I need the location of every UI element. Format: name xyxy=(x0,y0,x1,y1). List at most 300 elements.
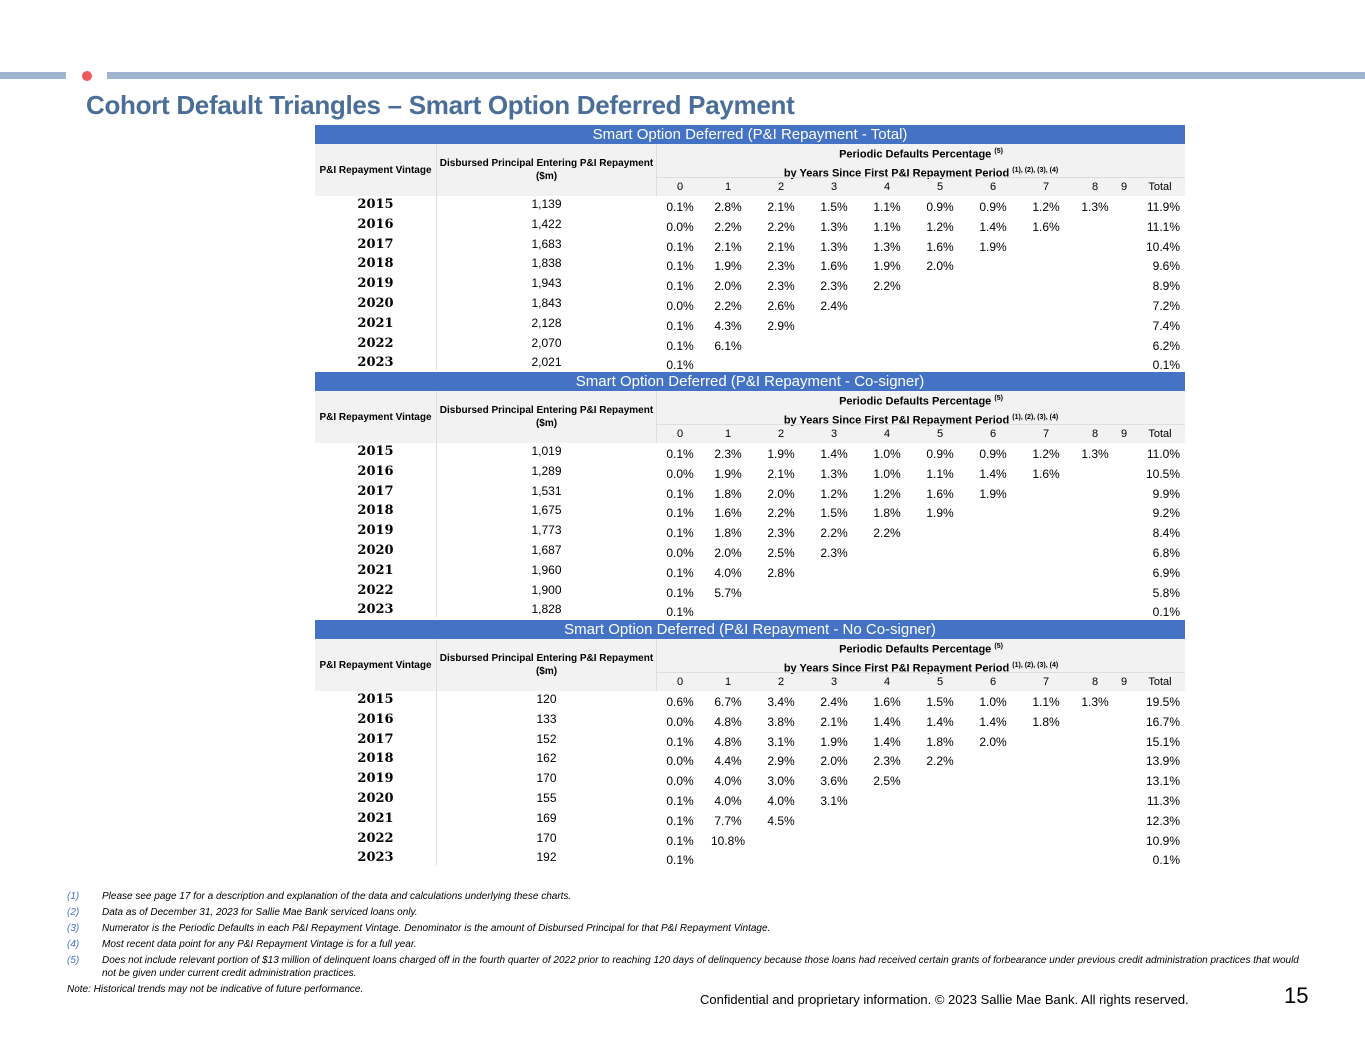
default-pct-cell: 1.6% xyxy=(1032,219,1060,234)
default-pct-cell: 1.9% xyxy=(820,734,848,749)
default-pct-cell: 2.0% xyxy=(714,545,742,560)
total-cell: 9.6% xyxy=(1152,259,1180,274)
default-pct-cell: 2.3% xyxy=(767,526,795,541)
default-pct-cell: 1.6% xyxy=(926,486,954,501)
disbursed-cell: 1,838 xyxy=(531,256,562,271)
default-pct-cell: 1.5% xyxy=(926,695,954,709)
default-pct-cell: 3.4% xyxy=(767,695,795,709)
year-column-label: Total xyxy=(1148,428,1172,440)
year-column-label: 1 xyxy=(724,428,732,440)
vintage-cell: 2022 xyxy=(315,335,437,355)
default-pct-cell: 2.2% xyxy=(926,754,954,769)
vintage-cell: 2022 xyxy=(315,830,437,850)
default-pct-cell: 1.2% xyxy=(1032,200,1060,214)
year-column-label: 0 xyxy=(676,428,684,440)
default-pct-cell: 2.2% xyxy=(767,506,795,521)
default-pct-cell: 0.9% xyxy=(979,200,1007,214)
default-pct-cell: 1.9% xyxy=(926,506,954,521)
default-pct-cell: 3.1% xyxy=(820,793,848,808)
year-column-label: 4 xyxy=(883,428,891,440)
default-pct-cell: 0.1% xyxy=(666,585,694,600)
table-row xyxy=(315,542,1185,562)
default-pct-cell: 1.6% xyxy=(714,506,742,521)
total-cell: 6.9% xyxy=(1152,565,1180,580)
table-row xyxy=(315,562,1185,582)
default-pct-cell: 2.1% xyxy=(767,466,795,481)
default-pct-cell: 4.4% xyxy=(714,754,742,769)
total-cell: 5.8% xyxy=(1152,585,1180,600)
default-pct-cell: 1.4% xyxy=(979,466,1007,481)
default-pct-cell: 1.4% xyxy=(873,734,901,749)
disbursed-cell: 1,289 xyxy=(531,463,562,478)
periodic-defaults-header xyxy=(657,639,1185,675)
default-pct-cell: 1.8% xyxy=(714,526,742,541)
total-cell: 0.1% xyxy=(1152,358,1180,373)
total-cell: 10.4% xyxy=(1145,239,1180,254)
table-row xyxy=(315,502,1185,522)
vintage-cell: 2023 xyxy=(315,354,437,370)
default-pct-cell: 0.1% xyxy=(666,279,694,294)
footnote-note: Note: Historical trends may not be indicative of future performance. xyxy=(67,984,364,995)
vintage-cell: 2020 xyxy=(315,790,437,810)
total-cell: 9.2% xyxy=(1152,506,1180,521)
year-column-label: 1 xyxy=(724,676,732,688)
vintage-cell: 2022 xyxy=(315,582,437,602)
disbursed-cell: 1,843 xyxy=(531,295,562,310)
default-pct-cell: 0.1% xyxy=(666,833,694,848)
vintage-cell: 2017 xyxy=(315,731,437,751)
year-column-label: 1 xyxy=(724,181,732,193)
default-pct-cell: 1.4% xyxy=(820,447,848,461)
year-column-label: 7 xyxy=(1042,181,1050,193)
default-pct-cell: 2.5% xyxy=(767,545,795,560)
total-cell: 6.2% xyxy=(1152,338,1180,353)
total-cell: 13.1% xyxy=(1145,774,1180,789)
disbursed-cell: 170 xyxy=(536,771,557,786)
disbursed-cell: 1,675 xyxy=(531,503,562,518)
table-row xyxy=(315,295,1185,315)
periodic-header-sup1: (5) xyxy=(994,395,1003,402)
total-cell: 15.1% xyxy=(1145,734,1180,749)
vintage-cell: 2016 xyxy=(315,711,437,731)
periodic-header-line2: by Years Since First P&I Repayment Period xyxy=(783,167,1010,180)
default-pct-cell: 1.3% xyxy=(820,239,848,254)
year-column-label: 6 xyxy=(989,181,997,193)
default-pct-cell: 0.1% xyxy=(666,318,694,333)
disbursed-cell: 152 xyxy=(536,731,557,746)
default-pct-cell: 0.0% xyxy=(666,219,694,234)
table-row xyxy=(315,711,1185,731)
default-pct-cell: 3.6% xyxy=(820,774,848,789)
year-columns-header xyxy=(657,672,1185,692)
default-pct-cell: 2.3% xyxy=(714,447,742,461)
vintage-cell: 2019 xyxy=(315,522,437,542)
default-pct-cell: 3.0% xyxy=(767,774,795,789)
periodic-header-sup1: (5) xyxy=(994,643,1003,650)
header-accent-dot xyxy=(82,71,92,81)
year-column-label: 3 xyxy=(830,181,838,193)
default-pct-cell: 1.6% xyxy=(873,695,901,709)
default-pct-cell: 1.3% xyxy=(1081,200,1109,214)
total-cell: 11.0% xyxy=(1146,447,1180,461)
default-pct-cell: 2.3% xyxy=(820,545,848,560)
disbursed-cell: 1,960 xyxy=(531,562,562,577)
table-row xyxy=(315,483,1185,503)
disbursed-cell: 1,019 xyxy=(531,444,562,458)
table-row xyxy=(315,315,1185,335)
table-row xyxy=(315,354,1185,373)
header-rule-left xyxy=(0,72,66,79)
default-pct-cell: 2.2% xyxy=(714,298,742,313)
table-title: Smart Option Deferred (P&I Repayment - Co-signer) xyxy=(315,372,1185,391)
table-row xyxy=(315,691,1185,711)
table-row xyxy=(315,790,1185,810)
total-cell: 9.9% xyxy=(1152,486,1180,501)
periodic-header-sup1: (5) xyxy=(994,148,1003,155)
year-column-label: 4 xyxy=(883,181,891,193)
default-pct-cell: 0.1% xyxy=(666,506,694,521)
default-pct-cell: 4.5% xyxy=(767,813,795,828)
table-header xyxy=(315,639,1185,691)
default-pct-cell: 1.8% xyxy=(873,506,901,521)
footnote-text: Data as of December 31, 2023 for Sallie Mae Bank serviced loans only. xyxy=(102,907,418,918)
disbursed-cell: 1,531 xyxy=(531,483,562,498)
year-column-label: 3 xyxy=(830,676,838,688)
default-pct-cell: 0.1% xyxy=(666,565,694,580)
default-pct-cell: 0.9% xyxy=(926,200,954,214)
default-pct-cell: 1.1% xyxy=(1032,695,1060,709)
disbursed-cell: 2,128 xyxy=(531,315,562,330)
total-cell: 19.5% xyxy=(1145,695,1180,709)
year-column-label: 2 xyxy=(777,428,785,440)
default-pct-cell: 0.1% xyxy=(666,259,694,274)
default-pct-cell: 4.0% xyxy=(714,793,742,808)
footnote-text: Most recent data point for any P&I Repayment Vintage is for a full year. xyxy=(102,939,417,950)
default-pct-cell: 1.8% xyxy=(1032,714,1060,729)
default-pct-cell: 0.0% xyxy=(666,466,694,481)
vintage-cell: 2015 xyxy=(315,196,437,216)
periodic-header-line1: Periodic Defaults Percentage xyxy=(839,148,992,161)
default-pct-cell: 1.3% xyxy=(873,239,901,254)
disbursed-cell: 2,021 xyxy=(531,355,562,370)
table-row xyxy=(315,810,1185,830)
year-column-label: 9 xyxy=(1120,428,1128,440)
default-pct-cell: 3.8% xyxy=(767,714,795,729)
table-title: Smart Option Deferred (P&I Repayment - No Co-signer) xyxy=(315,620,1185,639)
default-pct-cell: 1.9% xyxy=(767,447,795,461)
default-pct-cell: 1.1% xyxy=(873,219,901,234)
periodic-header-sup2: (1), (2), (3), (4) xyxy=(1012,661,1059,669)
default-pct-cell: 1.5% xyxy=(820,200,848,214)
vintage-cell: 2021 xyxy=(315,562,437,582)
year-column-label: 2 xyxy=(777,181,785,193)
vintage-cell: 2015 xyxy=(315,443,437,463)
vintage-cell: 2017 xyxy=(315,483,437,503)
default-pct-cell: 4.0% xyxy=(714,565,742,580)
footnote-number: (1) xyxy=(67,891,80,902)
default-pct-cell: 1.9% xyxy=(714,466,742,481)
default-pct-cell: 0.9% xyxy=(979,447,1007,461)
total-cell: 11.1% xyxy=(1146,219,1180,234)
table-row xyxy=(315,216,1185,236)
default-pct-cell: 2.4% xyxy=(820,298,848,313)
default-pct-cell: 1.6% xyxy=(1032,466,1060,481)
default-pct-cell: 0.0% xyxy=(666,754,694,769)
footnote xyxy=(67,890,1307,903)
footnote-number: (2) xyxy=(67,907,80,918)
vintage-cell: 2023 xyxy=(315,849,437,865)
default-pct-cell: 1.3% xyxy=(820,466,848,481)
vintage-cell: 2019 xyxy=(315,770,437,790)
disbursed-cell: 1,422 xyxy=(531,216,562,231)
disbursed-cell: 1,683 xyxy=(531,236,562,251)
default-pct-cell: 1.3% xyxy=(1081,695,1109,709)
default-pct-cell: 0.1% xyxy=(666,853,694,868)
default-pct-cell: 1.1% xyxy=(926,466,954,481)
year-column-label: 8 xyxy=(1091,181,1099,193)
default-pct-cell: 2.0% xyxy=(926,259,954,274)
default-pct-cell: 0.1% xyxy=(666,239,694,254)
default-pct-cell: 0.0% xyxy=(666,774,694,789)
default-pct-cell: 4.0% xyxy=(714,774,742,789)
table-row xyxy=(315,582,1185,602)
year-column-label: 5 xyxy=(936,676,944,688)
total-cell: 7.2% xyxy=(1152,298,1180,313)
year-column-label: 7 xyxy=(1042,428,1050,440)
default-pct-cell: 2.1% xyxy=(767,200,795,214)
vintage-cell: 2021 xyxy=(315,315,437,335)
table-row xyxy=(315,750,1185,770)
default-pct-cell: 4.0% xyxy=(767,793,795,808)
disbursed-cell: 1,900 xyxy=(531,582,562,597)
default-pct-cell: 1.9% xyxy=(714,259,742,274)
default-pct-cell: 1.0% xyxy=(979,695,1007,709)
vintage-cell: 2016 xyxy=(315,216,437,236)
default-pct-cell: 0.0% xyxy=(666,545,694,560)
default-pct-cell: 0.1% xyxy=(666,200,694,214)
default-pct-cell: 1.8% xyxy=(714,486,742,501)
year-column-label: Total xyxy=(1148,181,1172,193)
vintage-cell: 2021 xyxy=(315,810,437,830)
default-pct-cell: 1.2% xyxy=(820,486,848,501)
year-column-label: Total xyxy=(1148,676,1172,688)
default-pct-cell: 1.0% xyxy=(873,447,901,461)
disbursed-cell: 1,687 xyxy=(531,542,562,557)
default-pct-cell: 2.1% xyxy=(714,239,742,254)
year-column-label: 8 xyxy=(1091,428,1099,440)
table-row xyxy=(315,335,1185,355)
disbursed-cell: 1,943 xyxy=(531,276,562,291)
periodic-header-line2: by Years Since First P&I Repayment Period xyxy=(783,414,1010,427)
disbursed-header: Disbursed Principal Entering P&I Repayment ($m) xyxy=(437,639,657,691)
default-pct-cell: 2.3% xyxy=(820,279,848,294)
year-columns-header xyxy=(657,177,1185,197)
footnote xyxy=(67,938,1307,951)
total-cell: 13.9% xyxy=(1145,754,1180,769)
vintage-cell: 2018 xyxy=(315,502,437,522)
default-pct-cell: 1.5% xyxy=(820,506,848,521)
footnote xyxy=(67,954,1307,980)
default-pct-cell: 0.0% xyxy=(666,298,694,313)
table-header xyxy=(315,144,1185,196)
total-cell: 10.5% xyxy=(1145,466,1180,481)
footnote-number: (4) xyxy=(67,939,80,950)
table-row xyxy=(315,463,1185,483)
page-title: Cohort Default Triangles – Smart Option Deferred Payment xyxy=(86,90,795,120)
default-pct-cell: 2.1% xyxy=(767,239,795,254)
default-pct-cell: 0.9% xyxy=(926,447,954,461)
vintage-cell: 2017 xyxy=(315,236,437,256)
table-title: Smart Option Deferred (P&I Repayment - Total) xyxy=(315,125,1185,144)
default-pct-cell: 2.3% xyxy=(767,259,795,274)
periodic-defaults-header xyxy=(657,144,1185,180)
default-pct-cell: 2.2% xyxy=(873,279,901,294)
disbursed-cell: 1,773 xyxy=(531,523,562,538)
default-pct-cell: 0.1% xyxy=(666,358,694,373)
default-triangle-table xyxy=(315,125,1185,373)
default-pct-cell: 1.9% xyxy=(873,259,901,274)
disbursed-cell: 192 xyxy=(536,850,557,865)
table-row xyxy=(315,849,1185,868)
footnotes xyxy=(67,890,1307,996)
table-row xyxy=(315,196,1185,216)
year-column-label: 9 xyxy=(1120,181,1128,193)
default-pct-cell: 1.3% xyxy=(1081,447,1109,461)
header-rule-right xyxy=(107,72,1365,79)
default-pct-cell: 2.2% xyxy=(767,219,795,234)
default-pct-cell: 0.6% xyxy=(666,695,694,709)
vintage-cell: 2018 xyxy=(315,750,437,770)
table-row xyxy=(315,443,1185,463)
vintage-header: P&I Repayment Vintage xyxy=(315,639,437,691)
default-pct-cell: 0.1% xyxy=(666,793,694,808)
vintage-cell: 2020 xyxy=(315,295,437,315)
default-pct-cell: 0.1% xyxy=(666,447,694,461)
periodic-header-line1: Periodic Defaults Percentage xyxy=(839,643,992,656)
default-pct-cell: 1.4% xyxy=(926,714,954,729)
vintage-header: P&I Repayment Vintage xyxy=(315,144,437,196)
disbursed-cell: 1,139 xyxy=(531,197,562,211)
table-header xyxy=(315,391,1185,443)
default-pct-cell: 2.3% xyxy=(873,754,901,769)
disbursed-cell: 2,070 xyxy=(531,335,562,350)
year-column-label: 4 xyxy=(883,676,891,688)
default-pct-cell: 7.7% xyxy=(714,813,742,828)
vintage-cell: 2016 xyxy=(315,463,437,483)
table-row xyxy=(315,830,1185,850)
periodic-header-line1: Periodic Defaults Percentage xyxy=(839,395,992,408)
year-column-label: 9 xyxy=(1120,676,1128,688)
confidentiality-notice: Confidential and proprietary information. © 2023 Sallie Mae Bank. All rights reserved. xyxy=(700,992,1189,1007)
footnote-text: Does not include relevant portion of $13 million of delinquent loans charged off in the fourth quarter of 2022 prior to reaching 120 days of delinquency because those loans had received certain grants of forbearance under previous credit administration practices that would not be given under current credit administration practices. xyxy=(102,955,1299,979)
default-pct-cell: 1.2% xyxy=(1032,447,1060,461)
default-pct-cell: 6.1% xyxy=(714,338,742,353)
default-pct-cell: 0.1% xyxy=(666,813,694,828)
vintage-header: P&I Repayment Vintage xyxy=(315,391,437,443)
disbursed-cell: 155 xyxy=(536,790,557,805)
default-pct-cell: 0.1% xyxy=(666,526,694,541)
footnote xyxy=(67,906,1307,919)
total-cell: 7.4% xyxy=(1152,318,1180,333)
year-column-label: 6 xyxy=(989,676,997,688)
default-pct-cell: 2.0% xyxy=(820,754,848,769)
year-column-label: 0 xyxy=(676,181,684,193)
default-pct-cell: 2.8% xyxy=(714,200,742,214)
total-cell: 8.9% xyxy=(1152,279,1180,294)
total-cell: 0.1% xyxy=(1152,605,1180,620)
default-pct-cell: 3.1% xyxy=(767,734,795,749)
default-pct-cell: 2.0% xyxy=(767,486,795,501)
year-column-label: 8 xyxy=(1091,676,1099,688)
vintage-cell: 2023 xyxy=(315,601,437,617)
default-pct-cell: 1.9% xyxy=(979,486,1007,501)
default-pct-cell: 1.3% xyxy=(820,219,848,234)
disbursed-cell: 170 xyxy=(536,830,557,845)
default-pct-cell: 0.1% xyxy=(666,486,694,501)
default-pct-cell: 1.4% xyxy=(979,714,1007,729)
default-pct-cell: 1.2% xyxy=(873,486,901,501)
year-column-label: 5 xyxy=(936,428,944,440)
vintage-cell: 2020 xyxy=(315,542,437,562)
default-pct-cell: 0.1% xyxy=(666,605,694,620)
default-pct-cell: 10.8% xyxy=(710,833,746,848)
default-pct-cell: 0.1% xyxy=(666,734,694,749)
table-row xyxy=(315,275,1185,295)
vintage-cell: 2015 xyxy=(315,691,437,711)
default-pct-cell: 4.8% xyxy=(714,714,742,729)
default-pct-cell: 2.6% xyxy=(767,298,795,313)
default-pct-cell: 2.0% xyxy=(979,734,1007,749)
disbursed-header: Disbursed Principal Entering P&I Repayment ($m) xyxy=(437,144,657,196)
default-pct-cell: 2.9% xyxy=(767,754,795,769)
disbursed-cell: 120 xyxy=(536,692,557,706)
default-pct-cell: 2.3% xyxy=(767,279,795,294)
year-column-label: 0 xyxy=(676,676,684,688)
default-pct-cell: 4.3% xyxy=(714,318,742,333)
total-cell: 8.4% xyxy=(1152,526,1180,541)
default-pct-cell: 1.2% xyxy=(926,219,954,234)
periodic-defaults-header xyxy=(657,391,1185,427)
default-pct-cell: 1.4% xyxy=(979,219,1007,234)
default-pct-cell: 6.7% xyxy=(714,695,742,709)
default-pct-cell: 0.1% xyxy=(666,338,694,353)
footnote-number: (5) xyxy=(67,955,80,966)
total-cell: 10.9% xyxy=(1145,833,1180,848)
default-pct-cell: 2.4% xyxy=(820,695,848,709)
page-number: 15 xyxy=(1284,983,1309,1008)
default-pct-cell: 2.2% xyxy=(873,526,901,541)
default-pct-cell: 2.2% xyxy=(714,219,742,234)
total-cell: 16.7% xyxy=(1145,714,1180,729)
default-pct-cell: 2.5% xyxy=(873,774,901,789)
default-pct-cell: 2.1% xyxy=(820,714,848,729)
disbursed-cell: 162 xyxy=(536,751,557,766)
periodic-header-line2: by Years Since First P&I Repayment Period xyxy=(783,662,1010,675)
default-pct-cell: 1.9% xyxy=(979,239,1007,254)
default-pct-cell: 1.6% xyxy=(820,259,848,274)
year-column-label: 6 xyxy=(989,428,997,440)
default-pct-cell: 2.0% xyxy=(714,279,742,294)
total-cell: 12.3% xyxy=(1145,813,1180,828)
table-row xyxy=(315,236,1185,256)
default-pct-cell: 5.7% xyxy=(714,585,742,600)
table-row xyxy=(315,731,1185,751)
footnote-number: (3) xyxy=(67,923,80,934)
default-pct-cell: 2.9% xyxy=(767,318,795,333)
year-column-label: 3 xyxy=(830,428,838,440)
footnote-text: Please see page 17 for a description and explanation of the data and calculations underlying these charts. xyxy=(102,891,572,902)
default-pct-cell: 2.2% xyxy=(820,526,848,541)
